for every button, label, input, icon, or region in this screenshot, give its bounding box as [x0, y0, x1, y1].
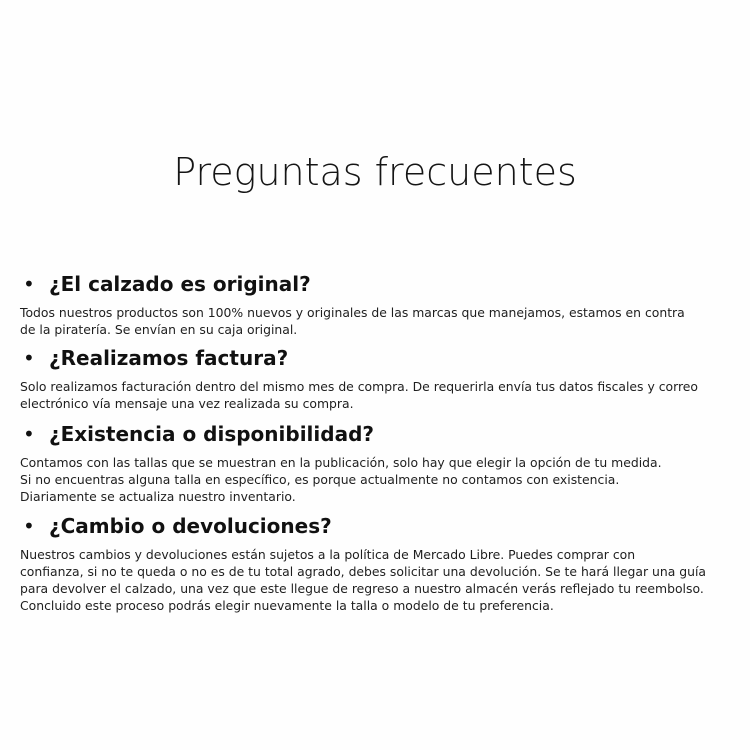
faq-answer-line: Si no encuentras alguna talla en específico, es porque actualmente no contamos con existencia.	[20, 472, 620, 487]
faq-question-row	[20, 268, 732, 300]
bullet-icon: •	[23, 514, 35, 538]
faq-question-row	[20, 342, 732, 374]
faq-question: ¿Realizamos factura?	[49, 346, 289, 370]
faq-answer-line: Todos nuestros productos son 100% nuevos y originales de las marcas que manejamos, estamos en contra	[20, 305, 685, 320]
faq-answer-line: Contamos con las tallas que se muestran en la publicación, solo hay que elegir la opción de tu medida.	[20, 455, 662, 470]
faq-question-row	[20, 418, 732, 450]
faq-question: ¿Existencia o disponibilidad?	[49, 422, 374, 446]
faq-answer-line: Concluido este proceso podrás elegir nuevamente la talla o modelo de tu preferencia.	[20, 598, 554, 613]
faq-question-row	[20, 510, 732, 542]
faq-answer	[20, 546, 732, 614]
faq-answer-line: para devolver el calzado, una vez que este llegue de regreso a nuestro almacén verás reflejado tu reembolso.	[20, 581, 704, 596]
faq-answer-line: de la piratería. Se envían en su caja original.	[20, 322, 298, 337]
faq-answer	[20, 378, 732, 412]
faq-answer-line: Diariamente se actualiza nuestro inventario.	[20, 489, 296, 504]
bullet-icon: •	[23, 346, 35, 370]
faq-item-original	[20, 268, 732, 338]
faq-answer-line: Solo realizamos facturación dentro del mismo mes de compra. De requerirla envía tus datos fiscales y correo	[20, 379, 699, 394]
faq-item-cambios	[20, 510, 732, 614]
faq-answer	[20, 454, 732, 505]
bullet-icon: •	[23, 422, 35, 446]
faq-question: ¿Cambio o devoluciones?	[49, 514, 332, 538]
faq-answer-line: electrónico vía mensaje una vez realizada su compra.	[20, 396, 354, 411]
faq-answer-line: Nuestros cambios y devoluciones están sujetos a la política de Mercado Libre. Puedes comprar con	[20, 547, 636, 562]
faq-answer	[20, 304, 732, 338]
page-title: Preguntas frecuentes	[173, 150, 577, 194]
faq-item-existencia	[20, 418, 732, 505]
faq-answer-line: confianza, si no te queda o no es de tu total agrado, debes solicitar una devolución. Se te hará llegar una guía	[20, 564, 707, 579]
bullet-icon: •	[23, 272, 35, 296]
faq-item-factura	[20, 342, 732, 412]
faq-question: ¿El calzado es original?	[49, 272, 311, 296]
